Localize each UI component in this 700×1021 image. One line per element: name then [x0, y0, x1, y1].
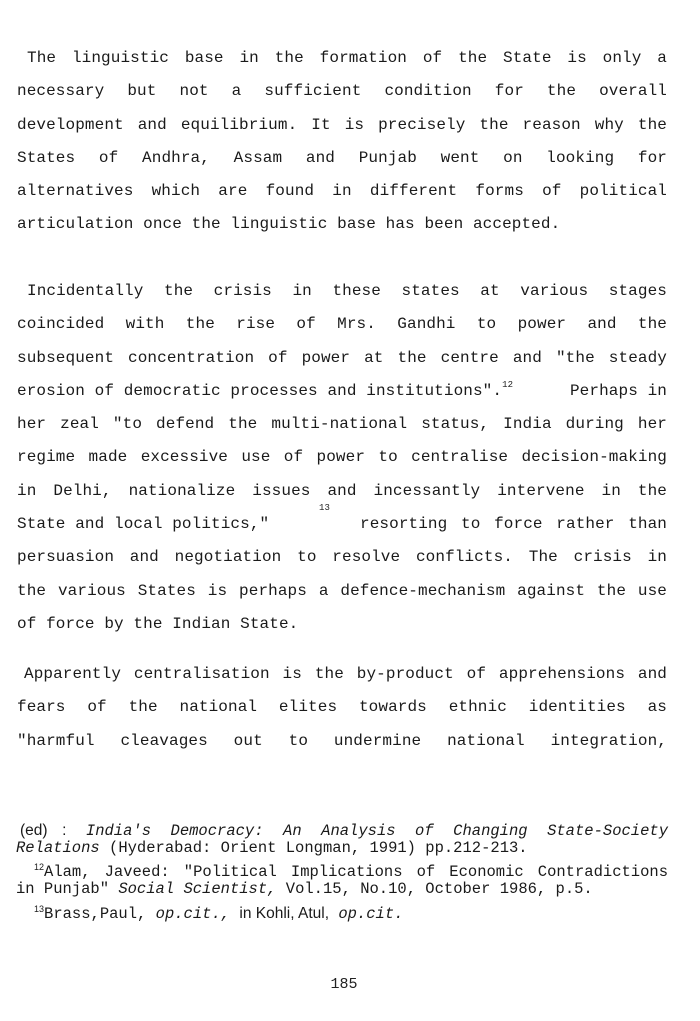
text-line [17, 375, 667, 408]
text-segment [17, 375, 513, 408]
text-line: subsequent concentration of power at the centre and "the steady [17, 348, 667, 367]
text-line [17, 503, 667, 541]
footnote-line [16, 905, 668, 923]
text-line: States of Andhra, Assam and Punjab went on looking for [17, 148, 667, 167]
text-line: fears of the national elites towards ethnic identities as [17, 698, 667, 717]
citation-text: in Kohli, Atul, [239, 905, 329, 922]
citation-text: in Punjab" [16, 880, 110, 898]
footnote-line [16, 864, 668, 881]
footnote-continued [16, 822, 668, 857]
citation-opcit: op.cit., [155, 905, 231, 923]
citation-text: Alam, Javeed: "Political Implications of Economic Contradictions [44, 863, 668, 881]
text-line: articulation once the linguistic base has been accepted. [17, 215, 561, 234]
text-segment [17, 508, 327, 541]
journal-title: Social Scientist, [118, 880, 277, 898]
text-segment: State and local politics," [17, 515, 270, 534]
paragraph-1 [17, 42, 667, 242]
text-line: coincided with the rise of Mrs. Gandhi to power and the [17, 315, 667, 334]
text-line: Incidentally the crisis in these states at various stages [27, 282, 667, 300]
footnote-ref-13: 13 [319, 503, 331, 514]
footnote-12 [16, 864, 668, 898]
text-segment: Perhaps in [569, 381, 667, 400]
text-line: "harmful cleavages out to undermine national integration, [17, 731, 667, 750]
text-line: regime made excessive use of power to centralise decision-making [17, 448, 667, 467]
footnote-number: 12 [34, 862, 45, 872]
text-line: The linguistic base in the formation of the State is only a [27, 49, 667, 67]
text-line: of force by the Indian State. [17, 614, 299, 633]
footnote-number: 13 [34, 904, 45, 914]
text-segment: resorting to force rather than [360, 515, 667, 534]
text-line: in Delhi, nationalize issues and incessantly intervene in the [17, 481, 667, 500]
book-title: India's Democracy: An Analysis of Changing State-Society [85, 822, 668, 840]
page-number: 185 [330, 976, 358, 993]
text-line: Apparently centralisation is the by-product of apprehensions and [24, 665, 667, 683]
footnote-ref-12: 12 [502, 379, 514, 390]
text-line: development and equilibrium. It is precisely the reason why the [17, 115, 667, 134]
text-line: the various States is perhaps a defence-mechanism against the use [17, 581, 667, 600]
citation-details: (Hyderabad: Orient Longman, 1991) pp.212-213. [109, 839, 528, 857]
text-line: alternatives which are found in different forms of political [17, 182, 667, 201]
footnote-line [16, 840, 668, 857]
paragraph-2 [17, 275, 667, 641]
footnote-13 [16, 905, 668, 923]
footnote-prefix: (ed) : [20, 822, 67, 839]
citation-author: Brass,Paul, [44, 905, 147, 923]
text-line: her zeal "to defend the multi-national status, India during her [17, 415, 667, 434]
citation-details: Vol.15, No.10, October 1986, p.5. [285, 880, 593, 898]
text-segment: erosion of democratic processes and institutions". [17, 381, 503, 400]
footnote-line [16, 822, 668, 840]
footnotes [16, 822, 668, 923]
text-line: persuasion and negotiation to resolve conflicts. The crisis in [17, 548, 667, 567]
footnote-line [16, 881, 668, 898]
book-title: Relations [16, 839, 100, 857]
text-line: necessary but not a sufficient condition for the overall [17, 82, 667, 101]
citation-opcit: op.cit. [338, 905, 404, 923]
paragraph-3 [17, 658, 667, 758]
